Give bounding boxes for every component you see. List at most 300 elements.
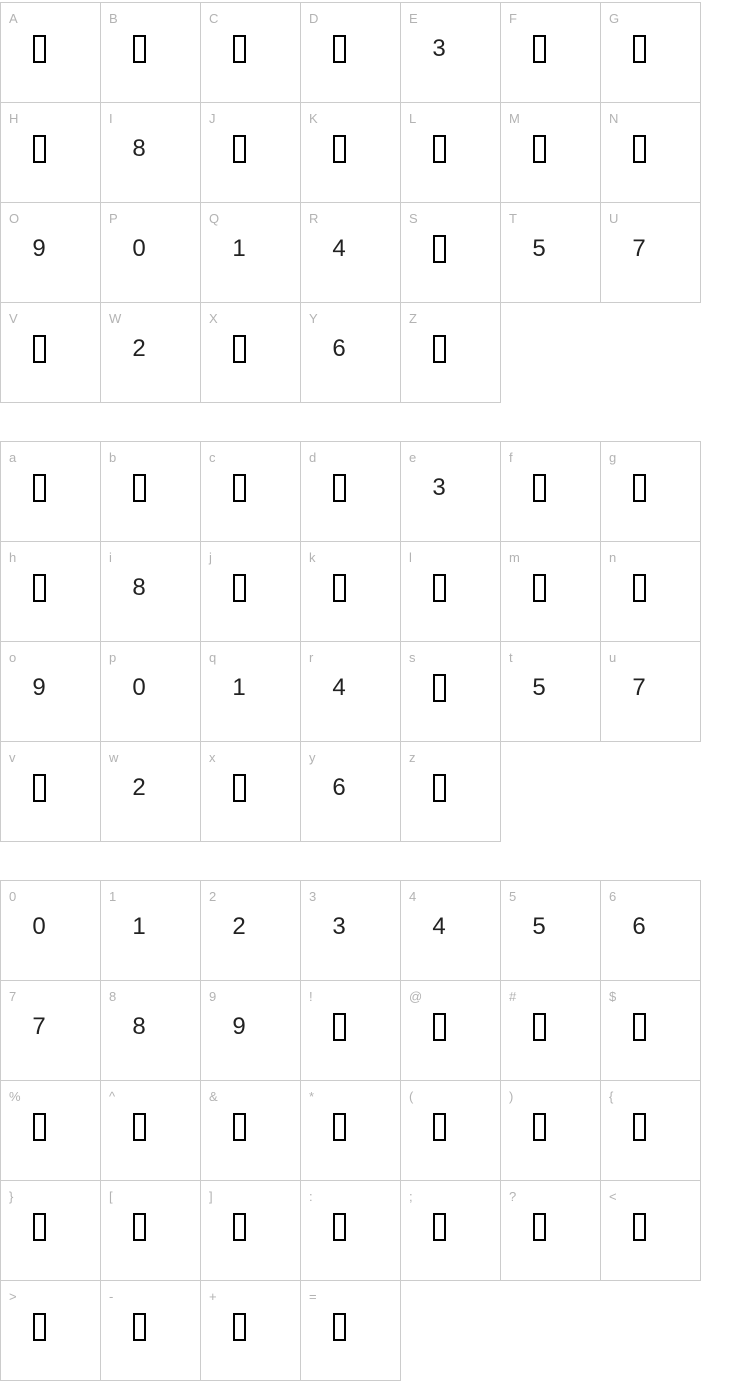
- glyph-preview-area: [501, 569, 577, 607]
- glyph-preview-area: [201, 469, 277, 507]
- glyph-preview-area: [401, 230, 477, 268]
- glyph-cell: [100, 1180, 201, 1281]
- notdef-glyph-icon: [33, 1213, 46, 1241]
- glyph-preview-area: [201, 1008, 277, 1046]
- notdef-glyph-icon: [333, 1013, 346, 1041]
- glyph-cell-label: A: [9, 11, 18, 26]
- glyph-preview-area: [401, 30, 477, 68]
- glyph-grid-uppercase: [0, 2, 740, 402]
- glyph-cell-label: +: [209, 1289, 217, 1304]
- glyph-cell: [0, 641, 101, 742]
- notdef-glyph-icon: [233, 474, 246, 502]
- glyph-cell-label: j: [209, 550, 212, 565]
- glyph: 2: [132, 774, 146, 801]
- glyph-cell-label: e: [409, 450, 417, 465]
- notdef-glyph-icon: [433, 235, 446, 263]
- glyph-row: [0, 1280, 740, 1380]
- glyph-preview-area: [301, 908, 377, 946]
- glyph: 8: [132, 1013, 146, 1040]
- glyph-cell: [0, 1280, 101, 1381]
- glyph-cell: [300, 980, 401, 1081]
- glyph-preview-area: [501, 30, 577, 68]
- glyph-preview-area: [101, 1008, 177, 1046]
- glyph-cell-label: 5: [509, 889, 517, 904]
- glyph-cell: [500, 202, 601, 303]
- glyph-cell: [500, 2, 601, 103]
- glyph-preview-area: [201, 569, 277, 607]
- glyph-cell: [400, 880, 501, 981]
- glyph-cell-label: i: [109, 550, 112, 565]
- glyph: 0: [132, 674, 146, 701]
- glyph-preview-area: [201, 908, 277, 946]
- glyph-cell: [500, 441, 601, 542]
- glyph-row: [0, 202, 740, 302]
- glyph-cell-label: W: [109, 311, 122, 326]
- notdef-glyph-icon: [33, 774, 46, 802]
- glyph-cell-label: [: [109, 1189, 113, 1204]
- glyph-cell-label: :: [309, 1189, 313, 1204]
- glyph-cell: [300, 641, 401, 742]
- glyph-cell-label: n: [609, 550, 617, 565]
- glyph-preview-area: [101, 669, 177, 707]
- glyph-preview-area: [1, 330, 77, 368]
- glyph: 4: [332, 674, 346, 701]
- glyph-cell-label: <: [609, 1189, 617, 1204]
- glyph-preview-area: [401, 1008, 477, 1046]
- glyph-cell-label: 4: [409, 889, 417, 904]
- glyph-row: [0, 2, 740, 102]
- glyph-preview-area: [201, 1308, 277, 1346]
- notdef-glyph-icon: [133, 474, 146, 502]
- glyph-preview-area: [101, 569, 177, 607]
- glyph-cell-label: (: [409, 1089, 414, 1104]
- glyph-cell: [100, 2, 201, 103]
- glyph-cell-label: z: [409, 750, 416, 765]
- notdef-glyph-icon: [33, 1113, 46, 1141]
- notdef-glyph-icon: [33, 335, 46, 363]
- glyph: 2: [132, 335, 146, 362]
- notdef-glyph-icon: [233, 1213, 246, 1241]
- glyph-cell: [600, 980, 701, 1081]
- glyph-cell-label: f: [509, 450, 513, 465]
- glyph: 4: [432, 913, 446, 940]
- glyph: 9: [32, 235, 46, 262]
- glyph: 4: [332, 235, 346, 262]
- glyph-preview-area: [301, 1108, 377, 1146]
- glyph-cell: [500, 102, 601, 203]
- notdef-glyph-icon: [233, 1113, 246, 1141]
- glyph-cell-label: r: [309, 650, 314, 665]
- glyph-cell: [300, 880, 401, 981]
- glyph-cell-label: F: [509, 11, 517, 26]
- glyph-cell-label: R: [309, 211, 319, 226]
- glyph-cell: [400, 102, 501, 203]
- glyph-cell-label: k: [309, 550, 316, 565]
- notdef-glyph-icon: [233, 335, 246, 363]
- glyph-cell-label: Y: [309, 311, 318, 326]
- glyph-cell-label: w: [109, 750, 119, 765]
- glyph-cell: [300, 202, 401, 303]
- glyph-cell-label: !: [309, 989, 313, 1004]
- glyph-cell-label: 9: [209, 989, 217, 1004]
- notdef-glyph-icon: [33, 574, 46, 602]
- glyph-cell-label: Z: [409, 311, 417, 326]
- glyph-cell: [600, 441, 701, 542]
- glyph-cell-label: b: [109, 450, 117, 465]
- glyph-row: [0, 541, 740, 641]
- glyph-cell-label: x: [209, 750, 216, 765]
- notdef-glyph-icon: [233, 135, 246, 163]
- glyph: 6: [332, 335, 346, 362]
- glyph-preview-area: [301, 669, 377, 707]
- glyph-preview-area: [301, 1208, 377, 1246]
- glyph: 7: [32, 1013, 46, 1040]
- glyph: 6: [332, 774, 346, 801]
- glyph-preview-area: [101, 1208, 177, 1246]
- glyph-preview-area: [101, 230, 177, 268]
- glyph-cell: [100, 980, 201, 1081]
- glyph-preview-area: [501, 1208, 577, 1246]
- glyph-cell: [300, 1180, 401, 1281]
- glyph-preview-area: [501, 669, 577, 707]
- glyph-row: [0, 1080, 740, 1180]
- glyph-cell: [200, 741, 301, 842]
- notdef-glyph-icon: [333, 35, 346, 63]
- glyph-preview-area: [401, 1208, 477, 1246]
- glyph-preview-area: [401, 908, 477, 946]
- glyph-cell-label: Q: [209, 211, 220, 226]
- glyph-preview-area: [601, 669, 677, 707]
- glyph-cell: [200, 1080, 301, 1181]
- glyph-cell-label: 2: [209, 889, 217, 904]
- glyph-cell: [200, 202, 301, 303]
- glyph-cell-label: #: [509, 989, 517, 1004]
- glyph-cell: [400, 641, 501, 742]
- glyph-cell: [0, 302, 101, 403]
- glyph-preview-area: [301, 330, 377, 368]
- glyph-cell-label: ;: [409, 1189, 413, 1204]
- glyph-preview-area: [1, 769, 77, 807]
- glyph-cell-label: @: [409, 989, 423, 1004]
- glyph-cell-label: c: [209, 450, 216, 465]
- glyph-preview-area: [301, 1008, 377, 1046]
- glyph-cell-label: ?: [509, 1189, 517, 1204]
- glyph-preview-area: [101, 1108, 177, 1146]
- glyph-cell-label: D: [309, 11, 319, 26]
- glyph: 0: [32, 913, 46, 940]
- glyph-preview-area: [501, 1008, 577, 1046]
- glyph-cell: [200, 302, 301, 403]
- glyph-preview-area: [501, 130, 577, 168]
- notdef-glyph-icon: [333, 1113, 346, 1141]
- glyph-cell-label: G: [609, 11, 620, 26]
- glyph-preview-area: [1, 1208, 77, 1246]
- notdef-glyph-icon: [533, 1213, 546, 1241]
- glyph-cell-label: C: [209, 11, 219, 26]
- glyph-cell-label: t: [509, 650, 513, 665]
- glyph-cell: [400, 1180, 501, 1281]
- notdef-glyph-icon: [633, 574, 646, 602]
- glyph-cell-label: $: [609, 989, 617, 1004]
- glyph-preview-area: [101, 908, 177, 946]
- glyph-row: [0, 102, 740, 202]
- notdef-glyph-icon: [333, 135, 346, 163]
- glyph-cell-label: %: [9, 1089, 21, 1104]
- glyph-cell-label: d: [309, 450, 317, 465]
- glyph-cell: [400, 1080, 501, 1181]
- glyph: 3: [332, 913, 346, 940]
- glyph-cell-label: 0: [9, 889, 17, 904]
- glyph-cell-label: {: [609, 1089, 614, 1104]
- glyph-row: [0, 741, 740, 841]
- glyph-preview-area: [501, 908, 577, 946]
- glyph-preview-area: [601, 569, 677, 607]
- glyph: 5: [532, 235, 546, 262]
- glyph-cell: [600, 2, 701, 103]
- glyph-cell-label: u: [609, 650, 617, 665]
- glyph-preview-area: [501, 469, 577, 507]
- glyph-cell-label: o: [9, 650, 17, 665]
- glyph-preview-area: [1, 908, 77, 946]
- notdef-glyph-icon: [633, 1213, 646, 1241]
- glyph-cell: [400, 2, 501, 103]
- glyph-preview-area: [101, 469, 177, 507]
- glyph-preview-area: [601, 1208, 677, 1246]
- glyph-cell: [300, 741, 401, 842]
- glyph-cell-label: q: [209, 650, 217, 665]
- glyph: 2: [232, 913, 246, 940]
- glyph-preview-area: [301, 469, 377, 507]
- notdef-glyph-icon: [33, 135, 46, 163]
- glyph-preview-area: [401, 130, 477, 168]
- glyph-preview-area: [1, 1108, 77, 1146]
- glyph-preview-area: [301, 130, 377, 168]
- glyph-cell: [200, 1180, 301, 1281]
- glyph-cell-label: 6: [609, 889, 617, 904]
- notdef-glyph-icon: [33, 1313, 46, 1341]
- glyph: 0: [132, 235, 146, 262]
- glyph-cell: [200, 441, 301, 542]
- glyph-cell-label: M: [509, 111, 520, 126]
- glyph-preview-area: [401, 769, 477, 807]
- glyph-cell: [100, 880, 201, 981]
- glyph-preview-area: [601, 1108, 677, 1146]
- glyph-cell: [300, 302, 401, 403]
- glyph-cell-label: }: [9, 1189, 14, 1204]
- glyph-cell-label: =: [309, 1289, 317, 1304]
- glyph-cell-label: 8: [109, 989, 117, 1004]
- glyph-cell: [100, 302, 201, 403]
- glyph: 7: [632, 235, 646, 262]
- glyph-cell-label: P: [109, 211, 118, 226]
- notdef-glyph-icon: [333, 474, 346, 502]
- notdef-glyph-icon: [233, 35, 246, 63]
- notdef-glyph-icon: [433, 774, 446, 802]
- glyph-preview-area: [601, 30, 677, 68]
- glyph-cell-label: 3: [309, 889, 317, 904]
- glyph-cell: [100, 741, 201, 842]
- glyph-preview-area: [301, 569, 377, 607]
- glyph-cell: [400, 541, 501, 642]
- notdef-glyph-icon: [533, 35, 546, 63]
- glyph: 8: [132, 574, 146, 601]
- glyph-cell: [100, 1280, 201, 1381]
- notdef-glyph-icon: [133, 1113, 146, 1141]
- notdef-glyph-icon: [633, 35, 646, 63]
- glyph-row: [0, 641, 740, 741]
- notdef-glyph-icon: [133, 35, 146, 63]
- glyph-cell: [500, 641, 601, 742]
- notdef-glyph-icon: [433, 1213, 446, 1241]
- glyph: 1: [132, 913, 146, 940]
- glyph-cell: [200, 541, 301, 642]
- glyph-preview-area: [401, 330, 477, 368]
- glyph-cell-label: T: [509, 211, 517, 226]
- glyph: 9: [232, 1013, 246, 1040]
- glyph-preview-area: [601, 130, 677, 168]
- glyph-preview-area: [201, 330, 277, 368]
- notdef-glyph-icon: [433, 135, 446, 163]
- glyph-cell: [100, 541, 201, 642]
- glyph-preview-area: [601, 230, 677, 268]
- glyph-cell-label: >: [9, 1289, 17, 1304]
- glyph-preview-area: [401, 469, 477, 507]
- glyph-preview-area: [1, 130, 77, 168]
- notdef-glyph-icon: [33, 35, 46, 63]
- glyph-preview-area: [401, 569, 477, 607]
- notdef-glyph-icon: [533, 1113, 546, 1141]
- glyph-preview-area: [301, 1308, 377, 1346]
- glyph-cell-label: L: [409, 111, 417, 126]
- glyph-preview-area: [1, 569, 77, 607]
- glyph-preview-area: [201, 130, 277, 168]
- glyph-cell: [100, 202, 201, 303]
- glyph: 6: [632, 913, 646, 940]
- glyph-grid-digits-punctuation: [0, 880, 740, 1380]
- glyph-preview-area: [201, 1208, 277, 1246]
- glyph-cell-label: h: [9, 550, 17, 565]
- glyph-cell: [600, 880, 701, 981]
- glyph-preview-area: [601, 1008, 677, 1046]
- glyph: 5: [532, 913, 546, 940]
- notdef-glyph-icon: [233, 574, 246, 602]
- notdef-glyph-icon: [433, 1013, 446, 1041]
- glyph-cell: [0, 880, 101, 981]
- glyph-cell-label: B: [109, 11, 118, 26]
- glyph-cell: [600, 641, 701, 742]
- notdef-glyph-icon: [433, 574, 446, 602]
- glyph-cell: [300, 541, 401, 642]
- glyph: 1: [232, 674, 246, 701]
- glyph-row: [0, 1180, 740, 1280]
- glyph-cell-label: I: [109, 111, 113, 126]
- glyph-preview-area: [201, 30, 277, 68]
- glyph: 1: [232, 235, 246, 262]
- notdef-glyph-icon: [333, 574, 346, 602]
- glyph-cell-label: ): [509, 1089, 514, 1104]
- glyph-row: [0, 980, 740, 1080]
- glyph-cell-label: U: [609, 211, 619, 226]
- glyph-cell: [100, 102, 201, 203]
- glyph-preview-area: [301, 230, 377, 268]
- glyph-preview-area: [101, 769, 177, 807]
- glyph-row: [0, 302, 740, 402]
- glyph-preview-area: [1, 469, 77, 507]
- glyph-cell-label: m: [509, 550, 520, 565]
- glyph-cell: [0, 202, 101, 303]
- notdef-glyph-icon: [633, 1013, 646, 1041]
- glyph-cell: [200, 880, 301, 981]
- glyph-cell: [600, 1180, 701, 1281]
- notdef-glyph-icon: [133, 1213, 146, 1241]
- notdef-glyph-icon: [533, 474, 546, 502]
- glyph-cell: [200, 641, 301, 742]
- glyph-cell-label: 1: [109, 889, 117, 904]
- notdef-glyph-icon: [433, 1113, 446, 1141]
- glyph-cell: [0, 980, 101, 1081]
- notdef-glyph-icon: [633, 474, 646, 502]
- glyph-preview-area: [601, 469, 677, 507]
- glyph: 3: [432, 35, 446, 62]
- notdef-glyph-icon: [533, 1013, 546, 1041]
- glyph-cell-label: S: [409, 211, 418, 226]
- glyph-preview-area: [1, 1308, 77, 1346]
- glyph-preview-area: [101, 30, 177, 68]
- glyph-preview-area: [101, 1308, 177, 1346]
- notdef-glyph-icon: [333, 1313, 346, 1341]
- glyph-cell-label: v: [9, 750, 16, 765]
- glyph-cell-label: a: [9, 450, 17, 465]
- notdef-glyph-icon: [433, 674, 446, 702]
- glyph-cell-label: X: [209, 311, 218, 326]
- glyph-cell-label: s: [409, 650, 416, 665]
- glyph-cell-label: J: [209, 111, 216, 126]
- glyph-preview-area: [401, 669, 477, 707]
- glyph: 9: [32, 674, 46, 701]
- glyph: 7: [632, 674, 646, 701]
- glyph-preview-area: [201, 1108, 277, 1146]
- glyph-cell-label: p: [109, 650, 117, 665]
- glyph-cell: [600, 541, 701, 642]
- glyph-preview-area: [601, 908, 677, 946]
- glyph: 8: [132, 135, 146, 162]
- glyph-cell: [600, 1080, 701, 1181]
- glyph-cell-label: &: [209, 1089, 218, 1104]
- glyph-cell: [300, 2, 401, 103]
- notdef-glyph-icon: [133, 1313, 146, 1341]
- glyph-cell: [100, 641, 201, 742]
- glyph-preview-area: [1, 669, 77, 707]
- glyph-cell-label: O: [9, 211, 20, 226]
- glyph-cell-label: l: [409, 550, 412, 565]
- glyph-cell: [500, 980, 601, 1081]
- glyph-cell: [600, 102, 701, 203]
- notdef-glyph-icon: [633, 135, 646, 163]
- glyph: 3: [432, 474, 446, 501]
- glyph-cell: [0, 1180, 101, 1281]
- glyph-cell: [0, 102, 101, 203]
- glyph-preview-area: [1, 230, 77, 268]
- glyph-cell: [600, 202, 701, 303]
- glyph-cell: [200, 102, 301, 203]
- glyph-cell: [500, 1180, 601, 1281]
- glyph-preview-area: [301, 769, 377, 807]
- glyph-cell: [0, 741, 101, 842]
- glyph-row: [0, 880, 740, 980]
- glyph-cell: [500, 880, 601, 981]
- glyph-preview-area: [501, 230, 577, 268]
- notdef-glyph-icon: [233, 774, 246, 802]
